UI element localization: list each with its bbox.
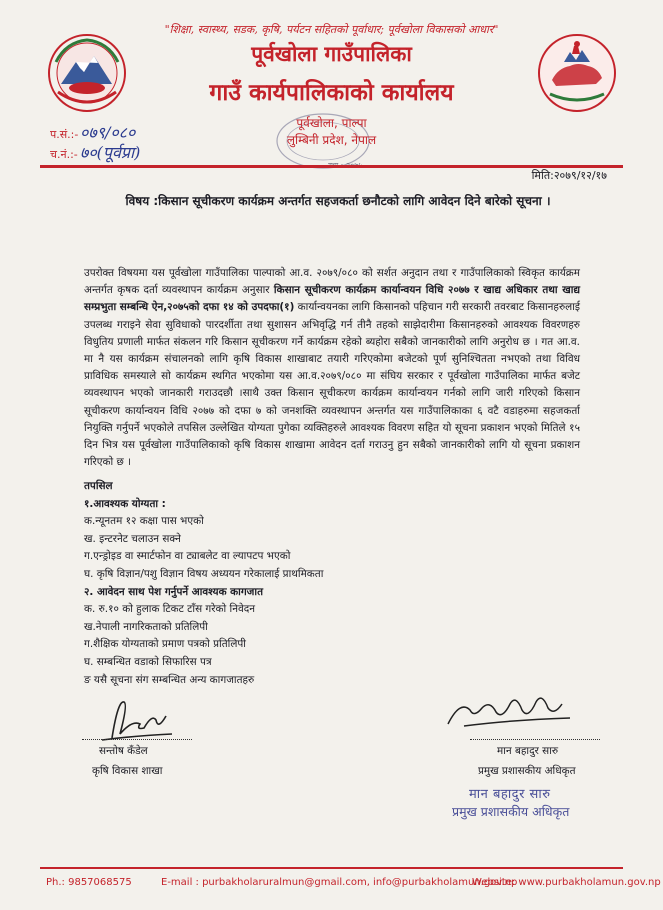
notice-body — [84, 265, 580, 471]
list-item: घ. सम्बन्धित वडाको सिफारिस पत्र — [84, 655, 212, 668]
reference-number-value: ०७९/०८० — [80, 123, 136, 142]
footer-phone: Ph.: 9857068575 — [46, 877, 132, 888]
signatory-stamp-name: मान बहादुर सारु — [469, 787, 551, 802]
list-item: ख.नेपाली नागरिकताको प्रतिलिपी — [84, 620, 208, 633]
left-signature-line — [82, 739, 192, 740]
tapsil-heading: तपसिल — [84, 480, 113, 492]
address-line-2: लुम्बिनी प्रदेश, नेपाल — [286, 133, 377, 147]
right-signature-line — [470, 739, 600, 740]
right-signatory-name: मान बहादुर सारु — [497, 745, 559, 757]
list-item: ख. इन्टरनेट चलाउन सक्ने — [84, 532, 181, 545]
body-purpose: कार्यान्वयनका लागि किसानको पहिचान गरी सरकारी तवरबाट किसानहरुलाई उपलब्ध गराइने सेवा सुविधाको पारदर्शीता तथा सुशासन अभिवृद्धि गर्न तीनै तहको साझेदारीमा किसानहरुको आवश्यक विवरणहरु विधुतिय प्रणाली मार्फत संकलन गरि किसान सूचीकरण गर्ने कार्यक्रम रहेको ब्यहोरा सबैको जानकारीको लागि अनुरोध छ । — [84, 301, 580, 348]
body-details: गत आ.व. मा नै यस कार्यक्रम संचालनको लागि कृषि विकास शाखाबाट तयारी गरिएकोमा बजेटको पूर्ण सुनिश्चितता नभएको तथा विविध प्राविधिक समस्याले सो कार्यक्रम स्थगित भएकोमा यस आ.व.२०७९/०८० मा संघिय सरकार र पूर्वखोला गाउँपालिका मार्फत बजेट व्यवस्थापन भएको जानकारी गराउदछौ ।साथै उक्त किसान सूचीकरण कार्यक्रम कार्यान्वयन गर्नको लागि जारी गरिएको किसान सूचीकरण कार्यान्वयन विधि २०७७ को दफा ७ को जनशक्ति व्यवस्थापन अन्तर्गत यस गाउँपालिकाका ६ वटै वडाहरुमा सहजकर्ता नियुक्ति गर्नुपर्ने भएकोले तपसिल उल्लेखित योग्यता पुगेका व्यक्तिहरुले आवश्यक विवरण सहित यो सूचना प्रकाशन भएको मितिले १५ दिन भित्र यस पूर्वखोला गाउँपालिकाको कृषि विकास शाखामा आवेदन दर्ता गराउनु हुन सबैको जानकारीको लागि यो सूचना प्रकाशन गरिएको छ । — [84, 335, 580, 469]
list-item: ग.शैक्षिक योग्यताको प्रमाण पत्रको प्रतिलिपी — [84, 638, 246, 651]
footer-email[interactable]: E-mail : purbakholaruralmun@gmail.com, info@purbakholamun.gov.np — [161, 877, 518, 888]
address-line-1: पूर्वखोला, पाल्पा — [296, 116, 367, 130]
office-name: गाउँ कार्यपालिकाको कार्यालय — [209, 80, 454, 106]
footer-website[interactable]: Website: www.purbakholamun.gov.np — [472, 877, 661, 888]
dispatch-number-value: ७०(पूर्वप्रा) — [80, 143, 141, 162]
dispatch-number-label: च.नं.:- — [50, 148, 78, 161]
letter-date: मिति:२०७९/१२/१७ — [531, 169, 607, 182]
requirements-list — [84, 478, 584, 689]
footer-divider — [40, 867, 623, 869]
letter-subject: विषय :किसान सूचीकरण कार्यक्रम अन्तर्गत सहजकर्ता छनौटको लागि आवेदन दिने बारेको सूचना । — [125, 194, 551, 208]
list-item: ङ यसै सूचना संग सम्बन्धित अन्य कागजातहरु — [84, 673, 255, 686]
right-signatory-title: प्रमुख प्रशासकीय अधिकृत — [478, 765, 576, 777]
list-item: क.न्यूनतम १२ कक्षा पास भएको — [84, 515, 204, 528]
municipality-name: पूर्वखोला गाउँपालिका — [251, 42, 412, 66]
right-signature-icon — [440, 680, 580, 740]
office-slogan: "शिक्षा, स्वास्थ्य, सडक, कृषि, पर्यटन सहितको पूर्वाधार; पूर्वखोला विकासको आधार" — [164, 23, 499, 36]
list-item: घ. कृषि विज्ञान/पशु विज्ञान विषय अध्ययन गरेकालाई प्राथमिकता — [84, 567, 324, 580]
body-intro: उपरोक्त विषयमा यस पूर्वखोला गाउँपालिका पाल्पाको आ.व. २०७९/०८० को सर्शत अनुदान तथा र गाउँपालिकाको स्विकृत कार्यक्रम अन्तर्गत कृषक दर्ता व्यवस्थापन कार्यक्रम अनुसार — [84, 267, 580, 297]
body-bold-reference: किसान सूचीकरण कार्यक्रम कार्यान्वयन विधि २०७७ र खाद्य अधिकार तथा खाद्य सम्प्रभुता सम्बन्धि ऐन,२०७५को दफा १४ को उपदफा(१) — [84, 284, 580, 314]
left-signatory-name: सन्तोष कँडेल — [99, 745, 148, 757]
documents-heading: २. आवेदन साथ पेश गर्नुपर्ने आवश्यक कागजात — [84, 585, 264, 598]
signatory-stamp-title: प्रमुख प्रशासकीय अधिकृत — [452, 804, 570, 819]
left-signatory-title: कृषि विकास शाखा — [92, 765, 163, 777]
qualification-heading: १.आवश्यक योग्यता : — [84, 497, 166, 510]
reference-number-label: प.सं.:- — [50, 128, 79, 141]
list-item: ग.एन्ड्रोइड वा स्मार्टफोन वा ट्याबलेट वा ल्यापटप भएको — [84, 550, 291, 563]
left-signature-icon — [92, 690, 182, 750]
list-item: क. रु.१० को हुलाक टिकट टाँस गरेको निवेदन — [84, 603, 256, 616]
